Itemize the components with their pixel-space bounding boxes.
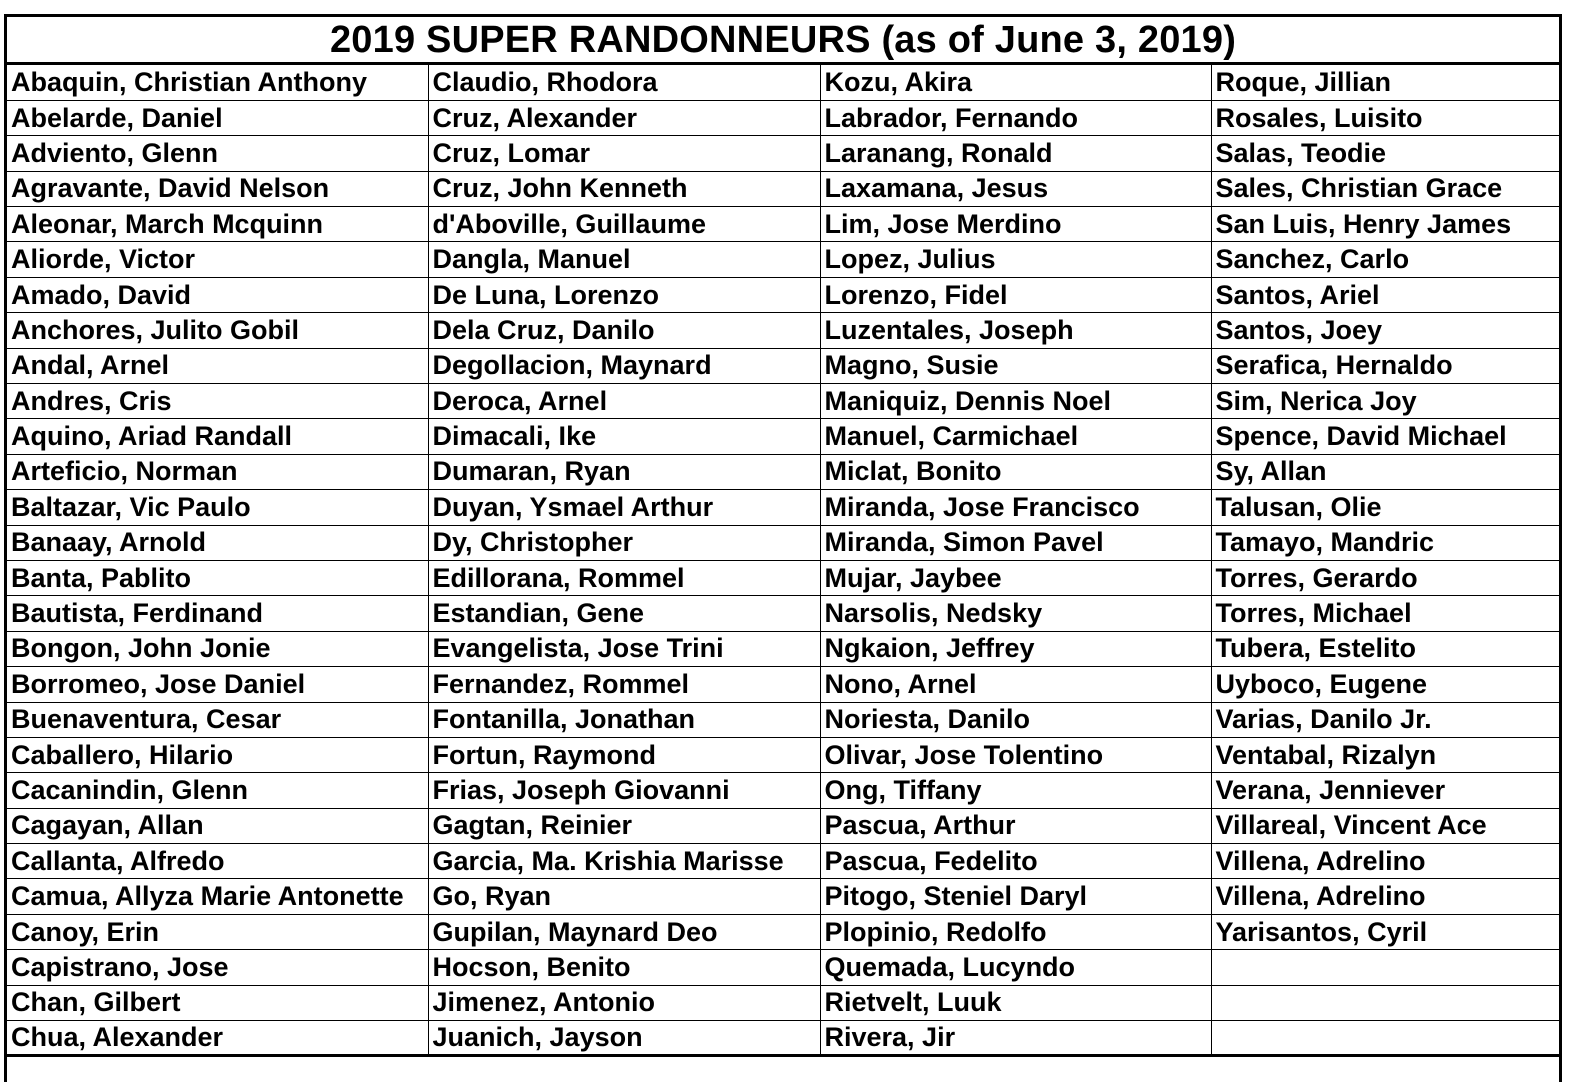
name-cell: Villena, Adrelino (1211, 844, 1559, 879)
name-cell: Abaquin, Christian Anthony (7, 65, 428, 100)
name-cell: Chan, Gilbert (7, 985, 428, 1020)
name-cell: Amado, David (7, 277, 428, 312)
name-cell: Santos, Ariel (1211, 277, 1559, 312)
name-cell: Uyboco, Eugene (1211, 667, 1559, 702)
name-cell: Kozu, Akira (820, 65, 1211, 100)
name-cell: Ong, Tiffany (820, 773, 1211, 808)
name-cell: d'Aboville, Guillaume (428, 207, 820, 242)
name-cell: Aliorde, Victor (7, 242, 428, 277)
table-row (7, 879, 1559, 914)
name-cell: Frias, Joseph Giovanni (428, 773, 820, 808)
table-row (7, 702, 1559, 737)
name-cell: Narsolis, Nedsky (820, 596, 1211, 631)
name-cell: Dela Cruz, Danilo (428, 313, 820, 348)
name-cell: Villareal, Vincent Ace (1211, 808, 1559, 843)
name-cell: Buenaventura, Cesar (7, 702, 428, 737)
table-row (7, 313, 1559, 348)
name-cell: Evangelista, Jose Trini (428, 631, 820, 666)
name-cell: Rietvelt, Luuk (820, 985, 1211, 1020)
table-row (7, 207, 1559, 242)
name-cell: Baltazar, Vic Paulo (7, 490, 428, 525)
name-cell: Rivera, Jir (820, 1021, 1211, 1056)
name-cell: Nono, Arnel (820, 667, 1211, 702)
table-row (7, 667, 1559, 702)
name-cell: Torres, Gerardo (1211, 560, 1559, 595)
name-cell: Borromeo, Jose Daniel (7, 667, 428, 702)
name-cell: Camua, Allyza Marie Antonette (7, 879, 428, 914)
table-row (7, 914, 1559, 949)
table-row (7, 348, 1559, 383)
name-cell: Bautista, Ferdinand (7, 596, 428, 631)
name-cell: Sim, Nerica Joy (1211, 384, 1559, 419)
name-cell: Cacanindin, Glenn (7, 773, 428, 808)
name-cell: Tamayo, Mandric (1211, 525, 1559, 560)
sheet-title: 2019 SUPER RANDONNEURS (as of June 3, 2019) (329, 18, 1237, 61)
name-cell: Magno, Susie (820, 348, 1211, 383)
table-row (7, 596, 1559, 631)
name-cell: Luzentales, Joseph (820, 313, 1211, 348)
name-cell: Dangla, Manuel (428, 242, 820, 277)
name-cell: Laxamana, Jesus (820, 171, 1211, 206)
name-cell: Gupilan, Maynard Deo (428, 914, 820, 949)
name-cell: Andres, Cris (7, 384, 428, 419)
name-cell: Ngkaion, Jeffrey (820, 631, 1211, 666)
name-cell: Roque, Jillian (1211, 65, 1559, 100)
name-cell: Aquino, Ariad Randall (7, 419, 428, 454)
name-cell: Plopinio, Redolfo (820, 914, 1211, 949)
name-cell: Villena, Adrelino (1211, 879, 1559, 914)
name-cell: Miclat, Bonito (820, 454, 1211, 489)
table-row (7, 136, 1559, 171)
name-cell: Duyan, Ysmael Arthur (428, 490, 820, 525)
name-cell: Agravante, David Nelson (7, 171, 428, 206)
name-cell: Pascua, Arthur (820, 808, 1211, 843)
name-cell: Pascua, Fedelito (820, 844, 1211, 879)
table-row (7, 808, 1559, 843)
name-cell: Canoy, Erin (7, 914, 428, 949)
table-row (7, 419, 1559, 454)
name-cell: Edillorana, Rommel (428, 560, 820, 595)
name-cell: Ventabal, Rizalyn (1211, 737, 1559, 772)
table-row (7, 950, 1559, 985)
name-cell: Cagayan, Allan (7, 808, 428, 843)
name-cell: Manuel, Carmichael (820, 419, 1211, 454)
name-cell: Olivar, Jose Tolentino (820, 737, 1211, 772)
name-cell: Chua, Alexander (7, 1021, 428, 1056)
name-cell: Rosales, Luisito (1211, 100, 1559, 135)
table-row (7, 773, 1559, 808)
name-cell: Laranang, Ronald (820, 136, 1211, 171)
table-row (7, 844, 1559, 879)
name-cell: Varias, Danilo Jr. (1211, 702, 1559, 737)
name-cell: San Luis, Henry James (1211, 207, 1559, 242)
name-cell: Yarisantos, Cyril (1211, 914, 1559, 949)
table-row (7, 384, 1559, 419)
table-row (7, 171, 1559, 206)
name-cell: Andal, Arnel (7, 348, 428, 383)
name-cell: Lopez, Julius (820, 242, 1211, 277)
name-cell: Fortun, Raymond (428, 737, 820, 772)
name-cell: Cruz, Alexander (428, 100, 820, 135)
name-cell: Degollacion, Maynard (428, 348, 820, 383)
name-cell: Torres, Michael (1211, 596, 1559, 631)
name-cell (1211, 985, 1559, 1020)
name-cell: Verana, Jenniever (1211, 773, 1559, 808)
name-cell: Garcia, Ma. Krishia Marisse (428, 844, 820, 879)
name-cell: Lorenzo, Fidel (820, 277, 1211, 312)
name-cell: Cruz, Lomar (428, 136, 820, 171)
name-cell: Miranda, Jose Francisco (820, 490, 1211, 525)
name-cell: Aleonar, March Mcquinn (7, 207, 428, 242)
name-cell: Go, Ryan (428, 879, 820, 914)
name-cell: Anchores, Julito Gobil (7, 313, 428, 348)
name-cell: Banaay, Arnold (7, 525, 428, 560)
name-cell: Abelarde, Daniel (7, 100, 428, 135)
name-cell: Spence, David Michael (1211, 419, 1559, 454)
roster-sheet (4, 14, 1562, 1082)
table-row (7, 985, 1559, 1020)
name-cell: Mujar, Jaybee (820, 560, 1211, 595)
table-row (7, 100, 1559, 135)
name-cell: Callanta, Alfredo (7, 844, 428, 879)
name-cell: Gagtan, Reinier (428, 808, 820, 843)
name-cell: Sanchez, Carlo (1211, 242, 1559, 277)
name-cell: Maniquiz, Dennis Noel (820, 384, 1211, 419)
table-row (7, 490, 1559, 525)
name-cell: Serafica, Hernaldo (1211, 348, 1559, 383)
name-cell: Arteficio, Norman (7, 454, 428, 489)
table-row (7, 737, 1559, 772)
name-cell: Fernandez, Rommel (428, 667, 820, 702)
name-cell: Pitogo, Steniel Daryl (820, 879, 1211, 914)
name-cell: Lim, Jose Merdino (820, 207, 1211, 242)
name-cell: Labrador, Fernando (820, 100, 1211, 135)
name-cell: Santos, Joey (1211, 313, 1559, 348)
table-row (7, 454, 1559, 489)
table-row (7, 277, 1559, 312)
name-cell: Dimacali, Ike (428, 419, 820, 454)
name-cell: Sy, Allan (1211, 454, 1559, 489)
name-cell (1211, 950, 1559, 985)
name-cell: Estandian, Gene (428, 596, 820, 631)
name-cell: Noriesta, Danilo (820, 702, 1211, 737)
name-cell: Jimenez, Antonio (428, 985, 820, 1020)
table-row (7, 1021, 1559, 1056)
name-cell: Quemada, Lucyndo (820, 950, 1211, 985)
name-cell: Caballero, Hilario (7, 737, 428, 772)
name-cell: Salas, Teodie (1211, 136, 1559, 171)
name-cell: Fontanilla, Jonathan (428, 702, 820, 737)
table-row (7, 560, 1559, 595)
name-cell: Hocson, Benito (428, 950, 820, 985)
name-cell: Sales, Christian Grace (1211, 171, 1559, 206)
name-cell: Bongon, John Jonie (7, 631, 428, 666)
name-cell: Cruz, John Kenneth (428, 171, 820, 206)
table-row (7, 65, 1559, 100)
name-cell: Tubera, Estelito (1211, 631, 1559, 666)
roster-table-body (7, 65, 1559, 1056)
name-cell: Deroca, Arnel (428, 384, 820, 419)
name-cell: Talusan, Olie (1211, 490, 1559, 525)
name-cell: Miranda, Simon Pavel (820, 525, 1211, 560)
title-row (7, 17, 1559, 65)
name-cell: Dy, Christopher (428, 525, 820, 560)
table-row (7, 525, 1559, 560)
name-cell: De Luna, Lorenzo (428, 277, 820, 312)
name-cell: Dumaran, Ryan (428, 454, 820, 489)
name-cell (1211, 1021, 1559, 1056)
name-cell: Adviento, Glenn (7, 136, 428, 171)
name-cell: Juanich, Jayson (428, 1021, 820, 1056)
table-row (7, 631, 1559, 666)
table-row (7, 242, 1559, 277)
roster-table (7, 65, 1559, 1057)
name-cell: Claudio, Rhodora (428, 65, 820, 100)
name-cell: Capistrano, Jose (7, 950, 428, 985)
name-cell: Banta, Pablito (7, 560, 428, 595)
